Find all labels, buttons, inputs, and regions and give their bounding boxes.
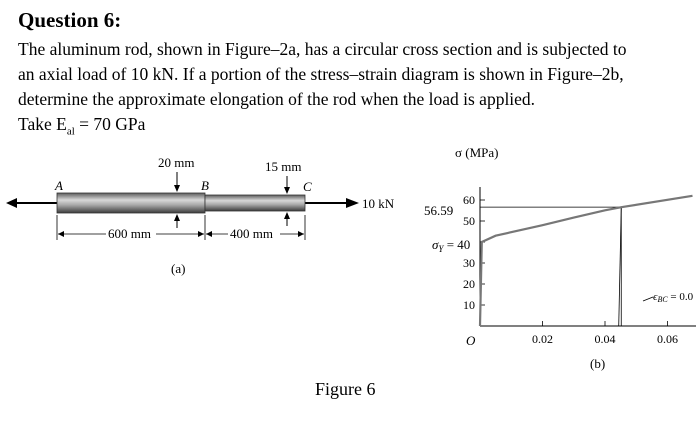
left-arrowhead (6, 198, 17, 208)
figure-b-caption: (b) (590, 356, 606, 371)
diameter-bc-label: 15 mm (265, 159, 302, 174)
point-label-c: C (303, 179, 312, 194)
dim-bc-arrowhead-left (206, 231, 212, 237)
figure-a-rod (6, 155, 395, 276)
yield-symbol: σ (432, 237, 439, 252)
y-tick-label: 30 (463, 256, 475, 270)
modulus-subscript: al (66, 125, 75, 138)
point-label-a: A (55, 178, 63, 193)
diameter-bc-arrowhead-bottom (284, 212, 290, 219)
x-tick-label: 0.06 (657, 332, 678, 346)
yield-value: = 40 (443, 237, 471, 252)
yield-stress-label (432, 237, 470, 254)
rod-segment-bc (205, 195, 305, 211)
stress-strain-curve (480, 196, 693, 326)
dim-bc-arrowhead-right (298, 231, 304, 237)
right-arrowhead (346, 198, 359, 208)
y-tick-label: 10 (463, 298, 475, 312)
diameter-ab-arrowhead-bottom (174, 214, 180, 221)
y-axis-label: σ (MPa) (455, 145, 499, 160)
marked-stress-label: 56.59 (424, 203, 454, 218)
origin-label: O (466, 333, 476, 348)
y-tick-label: 20 (463, 277, 475, 291)
x-tick-label: 0.04 (594, 332, 616, 346)
load-label: 10 kN (362, 196, 395, 211)
strain-symbol: ϵ (653, 291, 658, 303)
diameter-bc-arrowhead-top (284, 187, 290, 194)
point-label-b: B (201, 178, 209, 193)
modulus-prefix: Take E (18, 114, 67, 134)
diameter-ab-label: 20 mm (158, 155, 195, 170)
diameter-ab-arrowhead-top (174, 185, 180, 192)
question-text-line-2: an axial load of 10 kN. If a portion of the stress–strain diagram is shown in Figure–2b, (18, 64, 624, 84)
figure-caption: Figure 6 (315, 379, 376, 399)
strain-bc-label (653, 291, 694, 304)
question-title: Question 6: (18, 8, 122, 32)
x-ticks (532, 321, 678, 346)
length-ab-label: 600 mm (108, 226, 151, 241)
modulus-value: = 70 GPa (74, 114, 146, 134)
dim-ab-arrowhead-left (58, 231, 64, 237)
strain-label-pointer (643, 297, 653, 301)
figure-b-chart (424, 145, 696, 371)
x-tick-label: 0.02 (532, 332, 553, 346)
length-bc-label: 400 mm (230, 226, 273, 241)
rod-segment-ab (57, 193, 205, 213)
question-text-line-3: determine the approximate elongation of the rod when the load is applied. (18, 89, 536, 109)
y-tick-label: 60 (463, 193, 475, 207)
strain-subscript: BC (657, 295, 668, 304)
question-text-line-1: The aluminum rod, shown in Figure–2a, has a circular cross section and is subjected to (18, 39, 627, 59)
figure-a-caption: (a) (171, 261, 186, 276)
dim-ab-arrowhead-right (198, 231, 204, 237)
yield-subscript: Y (438, 244, 444, 254)
strain-value: = 0.0 (667, 291, 694, 303)
y-tick-label: 50 (463, 214, 475, 228)
